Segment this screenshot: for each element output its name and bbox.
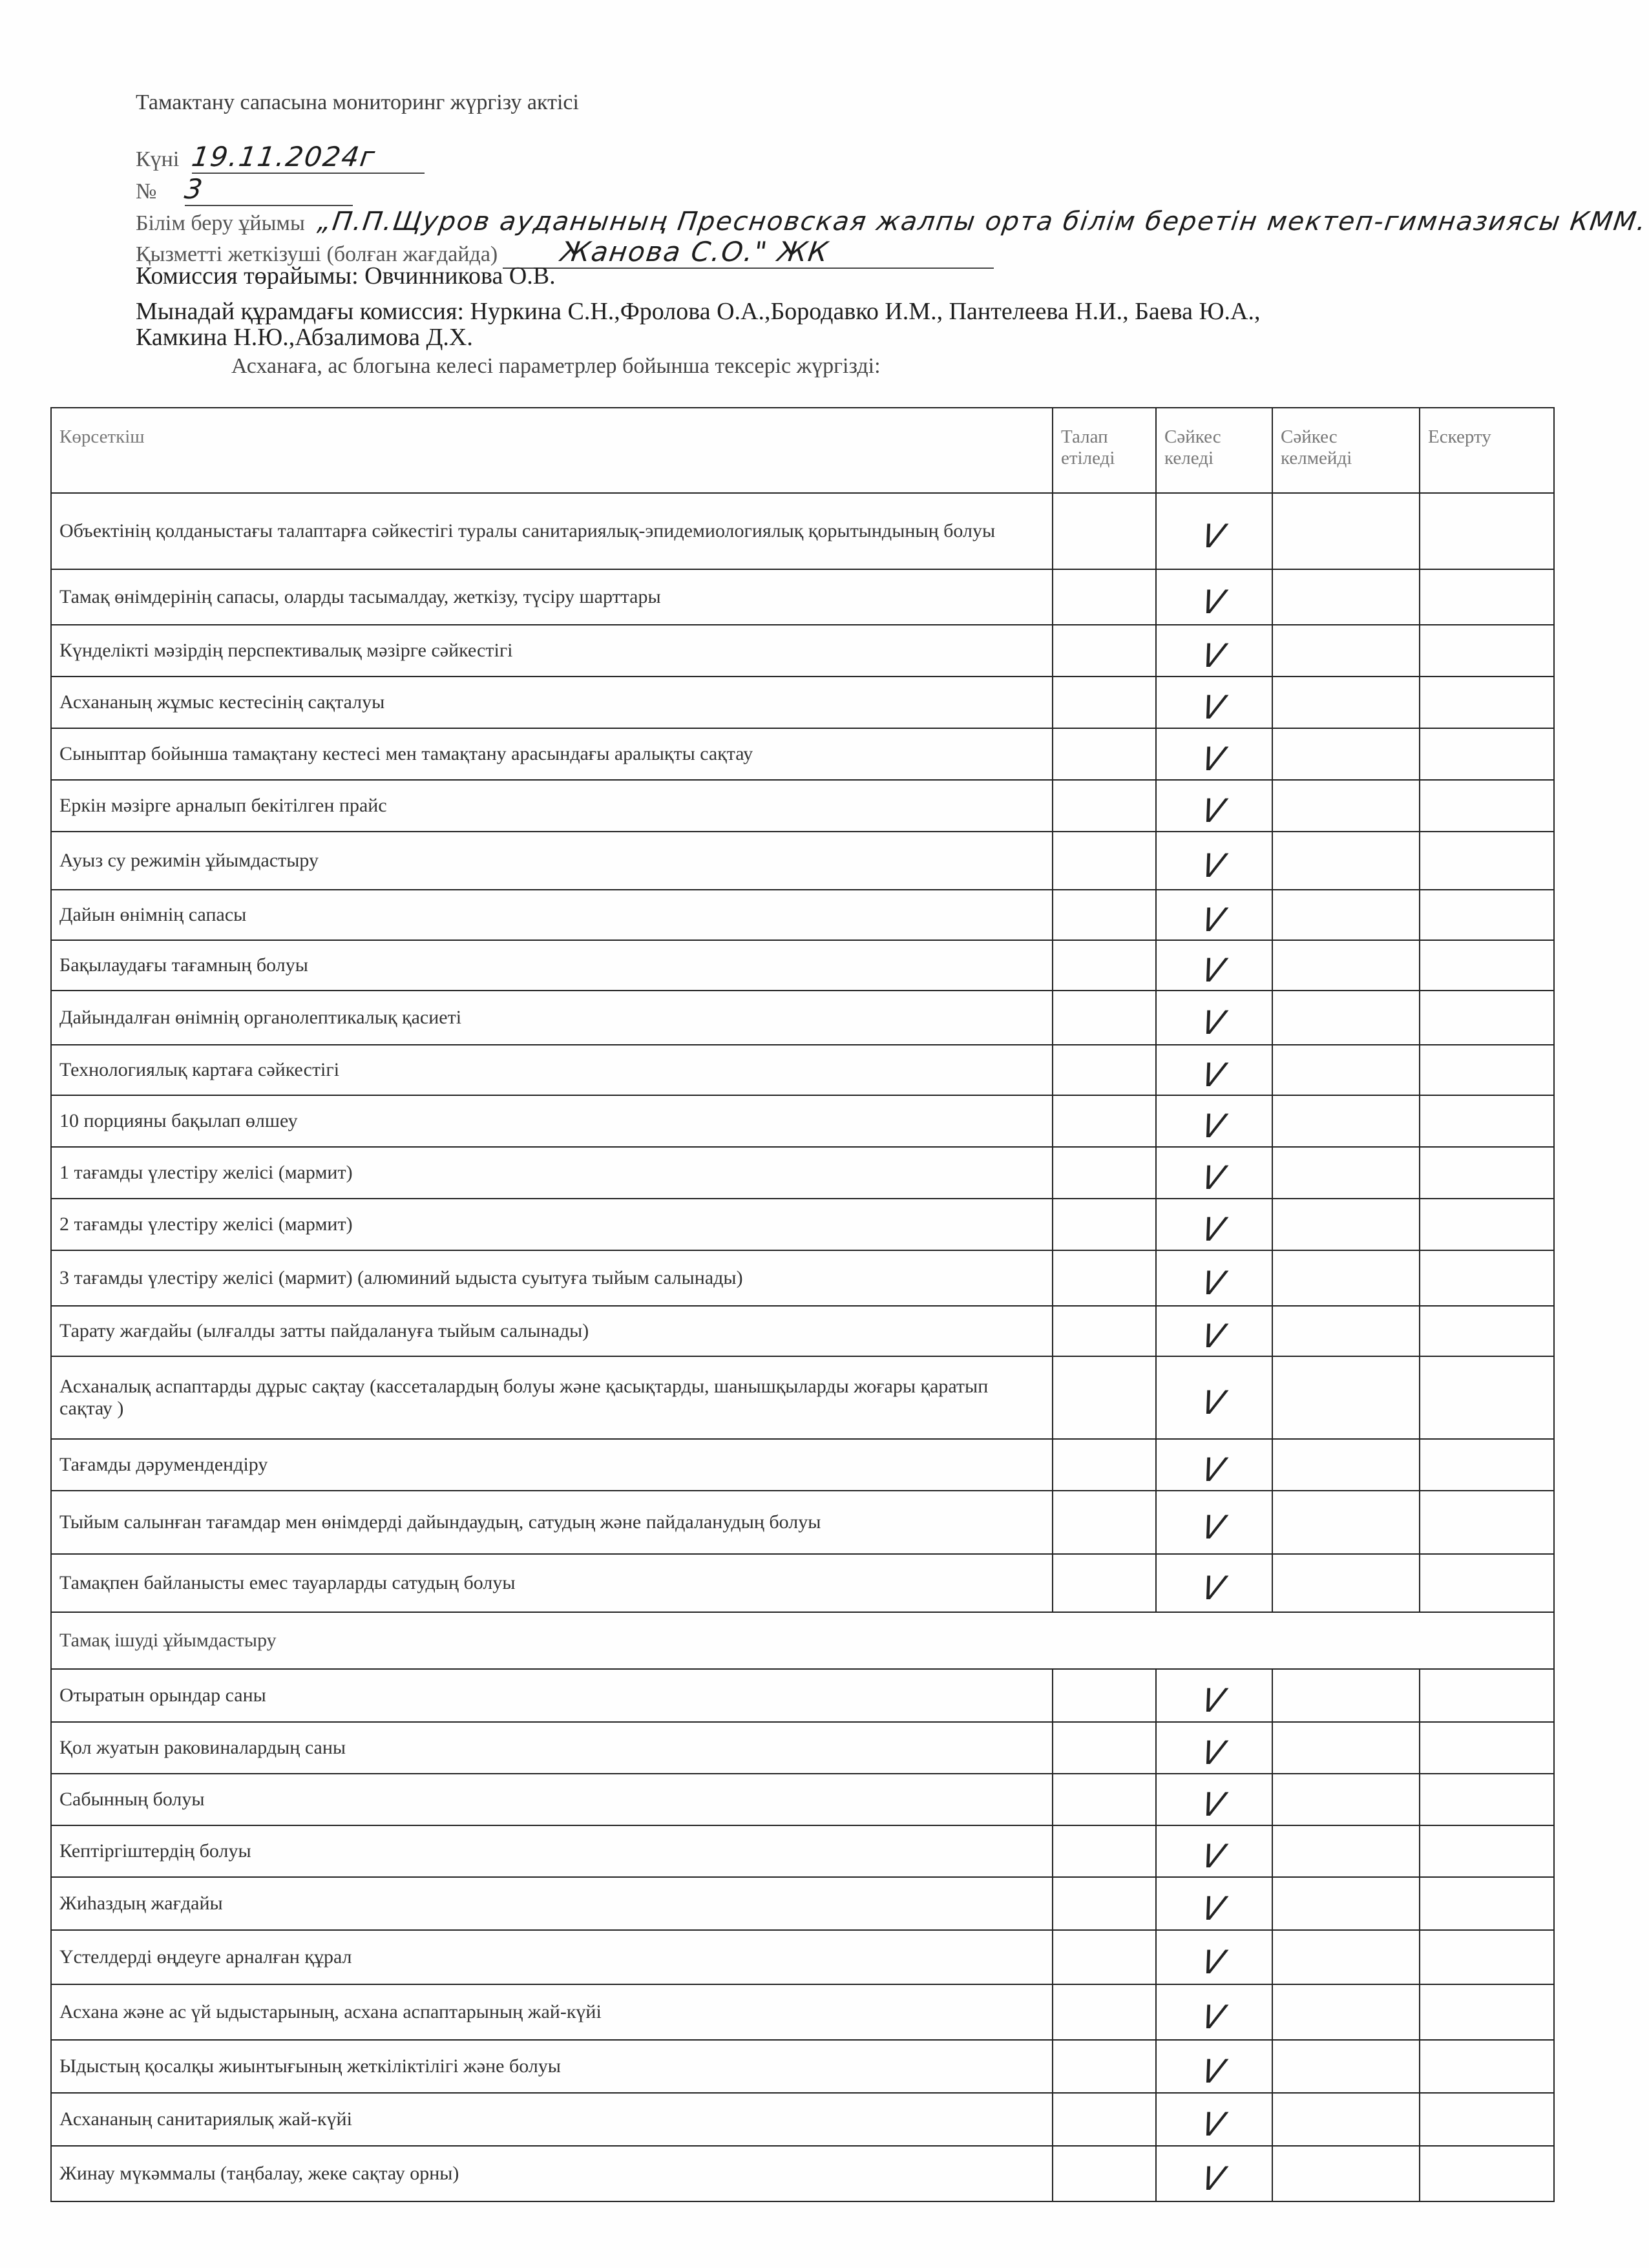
section-1-body: [51, 493, 1554, 1612]
note-cell: [1420, 780, 1554, 832]
required-cell: [1053, 940, 1156, 991]
indicator-cell: Қол жуатын раковиналардың саны: [51, 1722, 1053, 1774]
compliant-cell: [1156, 1930, 1272, 1984]
check-mark: V: [1198, 1734, 1228, 1772]
indicator-cell: Еркін мәзірге арналып бекітілген прайс: [51, 780, 1053, 832]
indicator-cell: Ауыз су режимін ұйымдастыру: [51, 832, 1053, 890]
noncompliant-cell: [1272, 1491, 1420, 1554]
required-cell: [1053, 1199, 1156, 1250]
noncompliant-cell: [1272, 1984, 1420, 2040]
required-cell: [1053, 1439, 1156, 1491]
noncompliant-cell: [1272, 1722, 1420, 1774]
note-cell: [1420, 493, 1554, 569]
noncompliant-cell: [1272, 1554, 1420, 1612]
note-cell: [1420, 832, 1554, 890]
date-label: Күні: [136, 147, 180, 171]
indicator-cell: Дайын өнімнің сапасы: [51, 890, 1053, 940]
table-row: [51, 1356, 1554, 1439]
check-mark: V: [1198, 1265, 1228, 1302]
table-row: [51, 677, 1554, 728]
table-row: [51, 1930, 1554, 1984]
required-cell: [1053, 677, 1156, 728]
required-cell: [1053, 2093, 1156, 2146]
table-row: [51, 569, 1554, 625]
table-row: [51, 1722, 1554, 1774]
required-cell: [1053, 625, 1156, 677]
compliant-cell: [1156, 1199, 1272, 1250]
col-note: Ескерту: [1420, 408, 1554, 493]
note-cell: [1420, 2040, 1554, 2093]
required-cell: [1053, 780, 1156, 832]
section-2-body: [51, 1669, 1554, 2201]
table-row: [51, 1554, 1554, 1612]
compliant-cell: [1156, 1095, 1272, 1147]
noncompliant-cell: [1272, 1095, 1420, 1147]
required-cell: [1053, 1669, 1156, 1722]
indicator-cell: Тарату жағдайы (ылғалды затты пайдалануға тыйым салынады): [51, 1306, 1053, 1356]
indicator-cell: Бақылаудағы тағамның болуы: [51, 940, 1053, 991]
note-cell: [1420, 1045, 1554, 1095]
compliant-cell: [1156, 991, 1272, 1045]
table-row: [51, 1250, 1554, 1306]
noncompliant-cell: [1272, 1439, 1420, 1491]
check-mark: V: [1198, 792, 1228, 830]
table-row: [51, 2040, 1554, 2093]
table-row: [51, 493, 1554, 569]
number-label: №: [136, 180, 157, 204]
compliant-cell: [1156, 940, 1272, 991]
required-cell: [1053, 1306, 1156, 1356]
check-mark: V: [1198, 1999, 1228, 2036]
note-cell: [1420, 991, 1554, 1045]
commission-line-2: Камкина Н.Ю.,Абзалимова Д.Х.: [136, 324, 473, 351]
note-cell: [1420, 569, 1554, 625]
table-row: [51, 991, 1554, 1045]
check-mark: V: [1198, 1004, 1228, 1042]
noncompliant-cell: [1272, 1930, 1420, 1984]
indicator-cell: 10 порцияны бақылап өлшеу: [51, 1095, 1053, 1147]
indicator-cell: Кептіргіштердің болуы: [51, 1825, 1053, 1877]
organization-label: Білім беру ұйымы: [136, 211, 305, 235]
required-cell: [1053, 1250, 1156, 1306]
compliant-cell: [1156, 1984, 1272, 2040]
indicator-cell: 1 тағамды үлестіру желісі (мармит): [51, 1147, 1053, 1199]
indicator-cell: Тағамды дәрумендендіру: [51, 1439, 1053, 1491]
table-row: [51, 728, 1554, 780]
number-field: [185, 173, 353, 206]
table-row: [51, 1877, 1554, 1930]
compliant-cell: [1156, 625, 1272, 677]
compliant-cell: [1156, 728, 1272, 780]
note-cell: [1420, 890, 1554, 940]
required-cell: [1053, 1722, 1156, 1774]
check-mark: V: [1198, 2160, 1228, 2198]
check-mark: V: [1198, 1570, 1228, 1607]
compliant-cell: [1156, 1045, 1272, 1095]
required-cell: [1053, 1825, 1156, 1877]
required-cell: [1053, 569, 1156, 625]
note-cell: [1420, 1554, 1554, 1612]
noncompliant-cell: [1272, 1250, 1420, 1306]
indicator-cell: Технологиялық картаға сәйкестігі: [51, 1045, 1053, 1095]
table-row: [51, 1439, 1554, 1491]
indicator-cell: Ыдыстың қосалқы жиынтығының жеткіліктілігі және болуы: [51, 2040, 1053, 2093]
date-line: [136, 141, 425, 174]
provider-label: Қызметті жеткізуші (болған жағдайда): [136, 242, 498, 266]
inspection-intro: Асханаға, ас блогына келесі параметрлер бойынша тексеріс жүргізді:: [231, 354, 881, 378]
note-cell: [1420, 1877, 1554, 1930]
table-row: [51, 2146, 1554, 2201]
noncompliant-cell: [1272, 728, 1420, 780]
compliant-cell: [1156, 493, 1272, 569]
compliant-cell: [1156, 1356, 1272, 1439]
organization-value: „П.П.Щуров ауданының Пресновская жалпы орта білім беретін мектеп-гимназиясы КММ.: [315, 207, 1649, 236]
check-mark: V: [1198, 1682, 1228, 1719]
col-required: Талап етіледі: [1053, 408, 1156, 493]
note-cell: [1420, 1095, 1554, 1147]
check-mark: V: [1198, 847, 1228, 885]
noncompliant-cell: [1272, 780, 1420, 832]
required-cell: [1053, 1095, 1156, 1147]
note-cell: [1420, 2146, 1554, 2201]
required-cell: [1053, 728, 1156, 780]
check-mark: V: [1198, 740, 1228, 778]
required-cell: [1053, 1045, 1156, 1095]
note-cell: [1420, 1439, 1554, 1491]
compliant-cell: [1156, 2093, 1272, 2146]
check-mark: V: [1198, 1838, 1228, 1875]
noncompliant-cell: [1272, 1199, 1420, 1250]
inspection-table: [50, 407, 1555, 2202]
note-cell: [1420, 1984, 1554, 2040]
table-row: [51, 1669, 1554, 1722]
note-cell: [1420, 677, 1554, 728]
col-indicator: Көрсеткіш: [51, 408, 1053, 493]
number-line: [136, 173, 353, 206]
provider-value: Жанова С.О." ЖК: [558, 236, 832, 268]
table-row: [51, 2093, 1554, 2146]
noncompliant-cell: [1272, 2093, 1420, 2146]
compliant-cell: [1156, 1669, 1272, 1722]
noncompliant-cell: [1272, 1306, 1420, 1356]
required-cell: [1053, 1774, 1156, 1825]
note-cell: [1420, 2093, 1554, 2146]
noncompliant-cell: [1272, 2040, 1420, 2093]
compliant-cell: [1156, 1825, 1272, 1877]
note-cell: [1420, 1930, 1554, 1984]
noncompliant-cell: [1272, 991, 1420, 1045]
required-cell: [1053, 1984, 1156, 2040]
compliant-cell: [1156, 2146, 1272, 2201]
required-cell: [1053, 1147, 1156, 1199]
check-mark: V: [1198, 583, 1228, 621]
note-cell: [1420, 1669, 1554, 1722]
check-mark: V: [1198, 637, 1228, 675]
compliant-cell: [1156, 1722, 1272, 1774]
noncompliant-cell: [1272, 2146, 1420, 2201]
compliant-cell: [1156, 1554, 1272, 1612]
table-row: [51, 1774, 1554, 1825]
indicator-cell: Жиһаздың жағдайы: [51, 1877, 1053, 1930]
note-cell: [1420, 728, 1554, 780]
required-cell: [1053, 1877, 1156, 1930]
check-mark: V: [1198, 1944, 1228, 1981]
required-cell: [1053, 1930, 1156, 1984]
note-cell: [1420, 1250, 1554, 1306]
table-row: [51, 625, 1554, 677]
check-mark: V: [1198, 1159, 1228, 1197]
commission-line-1: Мынадай құрамдағы комиссия: Нуркина С.Н.,Фролова О.А.,Бородавко И.М., Пантелеева Н.И., Баева Ю.А.,: [136, 298, 1261, 325]
note-cell: [1420, 1774, 1554, 1825]
number-value: 3: [183, 173, 206, 205]
indicator-cell: Тыйым салынған тағамдар мен өнімдерді дайындаудың, сатудың және пайдаланудың болуы: [51, 1491, 1053, 1554]
table-row: [51, 1306, 1554, 1356]
note-cell: [1420, 1356, 1554, 1439]
noncompliant-cell: [1272, 1356, 1420, 1439]
check-mark: V: [1198, 1384, 1228, 1422]
check-mark: V: [1198, 1890, 1228, 1927]
indicator-cell: Дайындалған өнімнің органолептикалық қасиеті: [51, 991, 1053, 1045]
table-row: [51, 780, 1554, 832]
chair-line: Комиссия төрайымы: Овчинникова О.В.: [136, 262, 556, 289]
check-mark: V: [1198, 901, 1228, 939]
indicator-cell: Асхана және ас үй ыдыстарының, асхана аспаптарының жай-күйі: [51, 1984, 1053, 2040]
indicator-cell: Объектінің қолданыстағы талаптарға сәйкестігі туралы санитариялық-эпидемиологиялық қорытындының болуы: [51, 493, 1053, 569]
table-row: [51, 1491, 1554, 1554]
check-mark: V: [1198, 952, 1228, 989]
indicator-cell: Сыныптар бойынша тамақтану кестесі мен тамақтану арасындағы аралықты сақтау: [51, 728, 1053, 780]
note-cell: [1420, 1306, 1554, 1356]
indicator-cell: Асхананың санитариялық жай-күйі: [51, 2093, 1053, 2146]
noncompliant-cell: [1272, 1877, 1420, 1930]
required-cell: [1053, 493, 1156, 569]
check-mark: V: [1198, 1786, 1228, 1823]
document-title: Тамактану сапасына мониторинг жүргізу актісі: [136, 90, 579, 114]
provider-field: [503, 236, 994, 269]
compliant-cell: [1156, 1877, 1272, 1930]
indicator-cell: 2 тағамды үлестіру желісі (мармит): [51, 1199, 1053, 1250]
indicator-cell: 3 тағамды үлестіру желісі (мармит) (алюминий ыдыста суытуға тыйым салынады): [51, 1250, 1053, 1306]
note-cell: [1420, 1722, 1554, 1774]
compliant-cell: [1156, 1491, 1272, 1554]
note-cell: [1420, 1491, 1554, 1554]
compliant-cell: [1156, 569, 1272, 625]
noncompliant-cell: [1272, 1825, 1420, 1877]
required-cell: [1053, 2040, 1156, 2093]
date-field: [189, 141, 425, 174]
section-title: Тамақ ішуді ұйымдастыру: [51, 1612, 1554, 1669]
table-row: [51, 1147, 1554, 1199]
compliant-cell: [1156, 1774, 1272, 1825]
required-cell: [1053, 1491, 1156, 1554]
organization-line: [136, 207, 1649, 236]
required-cell: [1053, 2146, 1156, 2201]
required-cell: [1053, 832, 1156, 890]
compliant-cell: [1156, 780, 1272, 832]
compliant-cell: [1156, 1306, 1272, 1356]
indicator-cell: Отыратын орындар саны: [51, 1669, 1053, 1722]
compliant-cell: [1156, 890, 1272, 940]
noncompliant-cell: [1272, 625, 1420, 677]
date-value: 19.11.2024г: [189, 141, 379, 173]
noncompliant-cell: [1272, 677, 1420, 728]
section-2-title-body: [51, 1612, 1554, 1669]
table-row: [51, 890, 1554, 940]
table-header-row: [51, 408, 1554, 493]
check-mark: V: [1198, 2053, 1228, 2090]
table-row: [51, 832, 1554, 890]
noncompliant-cell: [1272, 569, 1420, 625]
table-row: [51, 1984, 1554, 2040]
note-cell: [1420, 1825, 1554, 1877]
check-mark: V: [1198, 1318, 1228, 1355]
noncompliant-cell: [1272, 832, 1420, 890]
indicator-cell: Тамақ өнімдерінің сапасы, оларды тасымалдау, жеткізу, түсіру шарттары: [51, 569, 1053, 625]
col-compliant: Сәйкес келеді: [1156, 408, 1272, 493]
compliant-cell: [1156, 2040, 1272, 2093]
noncompliant-cell: [1272, 1147, 1420, 1199]
indicator-cell: Сабынның болуы: [51, 1774, 1053, 1825]
table-row: [51, 1045, 1554, 1095]
noncompliant-cell: [1272, 1045, 1420, 1095]
required-cell: [1053, 890, 1156, 940]
check-mark: V: [1198, 518, 1228, 555]
indicator-cell: Асханалық аспаптарды дұрыс сақтау (кассеталардың болуы және қасықтарды, шанышқыларды жоғары қаратып сақтау ): [51, 1356, 1053, 1439]
col-noncompliant: Сәйкес келмейді: [1272, 408, 1420, 493]
noncompliant-cell: [1272, 1669, 1420, 1722]
required-cell: [1053, 1554, 1156, 1612]
compliant-cell: [1156, 677, 1272, 728]
compliant-cell: [1156, 1147, 1272, 1199]
required-cell: [1053, 1356, 1156, 1439]
check-mark: V: [1198, 1509, 1228, 1546]
indicator-cell: Асхананың жұмыс кестесінің сақталуы: [51, 677, 1053, 728]
check-mark: V: [1198, 1211, 1228, 1248]
noncompliant-cell: [1272, 890, 1420, 940]
indicator-cell: Күнделікті мәзірдің перспективалық мәзірге сәйкестігі: [51, 625, 1053, 677]
indicator-cell: Жинау мүкәммалы (таңбалау, жеке сақтау орны): [51, 2146, 1053, 2201]
indicator-cell: Тамақпен байланысты емес тауарларды сатудың болуы: [51, 1554, 1053, 1612]
table-row: [51, 1825, 1554, 1877]
check-mark: V: [1198, 689, 1228, 726]
required-cell: [1053, 991, 1156, 1045]
noncompliant-cell: [1272, 940, 1420, 991]
check-mark: V: [1198, 1056, 1228, 1094]
table-row: [51, 1095, 1554, 1147]
table-row: [51, 1199, 1554, 1250]
noncompliant-cell: [1272, 493, 1420, 569]
section-title-row: [51, 1612, 1554, 1669]
note-cell: [1420, 1147, 1554, 1199]
compliant-cell: [1156, 1439, 1272, 1491]
compliant-cell: [1156, 832, 1272, 890]
check-mark: V: [1198, 2106, 1228, 2143]
check-mark: V: [1198, 1451, 1228, 1489]
check-mark: V: [1198, 1108, 1228, 1145]
note-cell: [1420, 940, 1554, 991]
table-row: [51, 940, 1554, 991]
note-cell: [1420, 1199, 1554, 1250]
noncompliant-cell: [1272, 1774, 1420, 1825]
compliant-cell: [1156, 1250, 1272, 1306]
note-cell: [1420, 625, 1554, 677]
indicator-cell: Үстелдерді өңдеуге арналған құрал: [51, 1930, 1053, 1984]
